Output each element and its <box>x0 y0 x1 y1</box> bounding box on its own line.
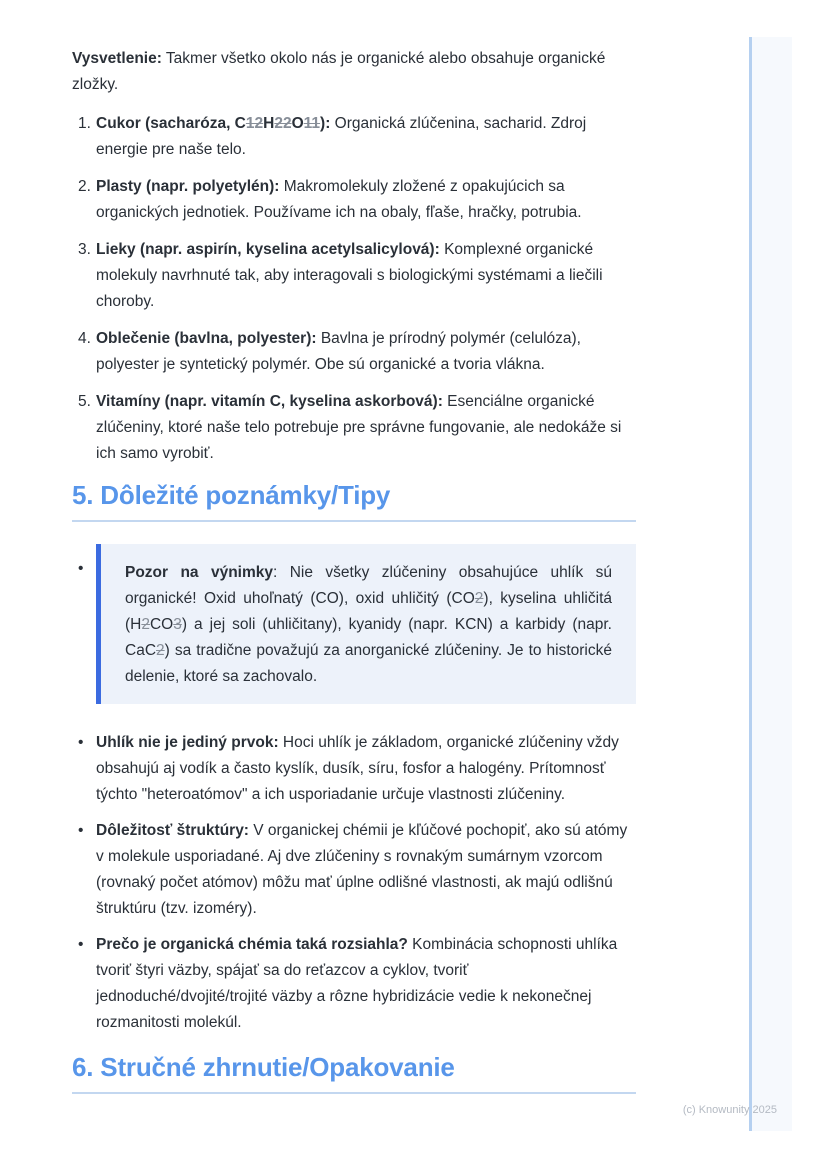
bullet-item-structure-importance <box>72 818 636 922</box>
bullet-item-carbon-not-only <box>72 730 636 808</box>
numbered-list <box>72 111 636 467</box>
list-item-text: Cukor (sacharóza, C12H22O11): Organická zlúčenina, sacharid. Zdroj energie pre naše telo. <box>96 115 587 158</box>
bullet-marker: • <box>78 936 84 953</box>
list-item-number: 4. <box>78 330 91 347</box>
heading-divider <box>72 1092 636 1094</box>
list-item-vitamins <box>72 389 636 467</box>
callout-text: Pozor na výnimky: Nie všetky zlúčeniny obsahujúce uhlík sú organické! Oxid uhoľnatý (CO), oxid uhličitý (CO2), kyselina uhličitá (H2CO3) a jej soli (uhličitany), kyanidy (napr. KCN) a karbidy (napr. CaC2) sa tradične považujú za anorganické zlúčeniny. Je to historické delenie, ktoré sa zachovalo. <box>125 564 612 685</box>
heading-divider <box>72 520 636 522</box>
next-page-strip <box>752 37 792 1131</box>
list-item-text: Oblečenie (bavlna, polyester): Bavlna je prírodný polymér (celulóza), polyester je syntetický polymér. Obe sú organické a tvoria vlákna. <box>96 330 581 373</box>
callout-box <box>96 544 636 704</box>
list-item-text: Plasty (napr. polyetylén): Makromolekuly zložené z opakujúcich sa organických jednotiek. Používame ich na obaly, fľaše, hračky, potrubia. <box>96 178 582 221</box>
bullet-item-text: Prečo je organická chémia taká rozsiahla? Kombinácia schopnosti uhlíka tvoriť štyri väzby, spájať sa do reťazcov a cyklov, tvoriť jednoduché/dvojité/trojité väzby a rôzne hybridizácie vedie k nekonečnej rozmanitosti molekúl. <box>96 936 618 1031</box>
bullet-item-why-so-vast <box>72 932 636 1036</box>
list-item-number: 3. <box>78 241 91 258</box>
copyright-notice: (c) Knowunity 2025 <box>682 1104 777 1116</box>
bullet-list <box>72 730 636 1036</box>
list-item-sugar <box>72 111 636 163</box>
callout-list-item <box>72 544 636 704</box>
page-edge-divider <box>749 37 752 1131</box>
document-content <box>72 46 636 1094</box>
bullet-marker: • <box>78 734 84 751</box>
bullet-item-text: Uhlík nie je jediný prvok: Hoci uhlík je základom, organické zlúčeniny vždy obsahujú aj vodík a často kyslík, dusík, síru, fosfor a halogény. Prítomnosť týchto "heteroatómov" a ich usporiadanie určuje vlastnosti zlúčeniny. <box>96 734 619 803</box>
list-item-plastics <box>72 174 636 226</box>
list-item-text: Vitamíny (napr. vitamín C, kyselina askorbová): Esenciálne organické zlúčeniny, ktoré naše telo potrebuje pre správne fungovanie, ale nedokáže si ich samo vyrobiť. <box>96 393 622 462</box>
list-item-number: 1. <box>78 115 91 132</box>
callout-bullet-marker: • <box>78 560 84 577</box>
intro-paragraph: Vysvetlenie: Takmer všetko okolo nás je organické alebo obsahuje organické zložky. <box>72 50 606 93</box>
section-heading-notes-tips: 5. Dôležité poznámky/Tipy <box>72 480 391 510</box>
list-item-number: 5. <box>78 393 91 410</box>
list-item-number: 2. <box>78 178 91 195</box>
list-item-text: Lieky (napr. aspirín, kyselina acetylsalicylová): Komplexné organické molekuly navrhnuté tak, aby interagovali s biologickými systémami a liečili choroby. <box>96 241 603 310</box>
list-item-drugs <box>72 237 636 315</box>
section-heading-summary: 6. Stručné zhrnutie/Opakovanie <box>72 1052 455 1082</box>
bullet-marker: • <box>78 822 84 839</box>
list-item-clothing <box>72 326 636 378</box>
bullet-item-text: Dôležitosť štruktúry: V organickej chémii je kľúčové pochopiť, ako sú atómy v molekule usporiadané. Aj dve zlúčeniny s rovnakým sumárnym vzorcom (rovnaký počet atómov) môžu mať úplne odlišné vlastnosti, ak majú odlišnú štruktúru (tzv. izoméry). <box>96 822 628 917</box>
